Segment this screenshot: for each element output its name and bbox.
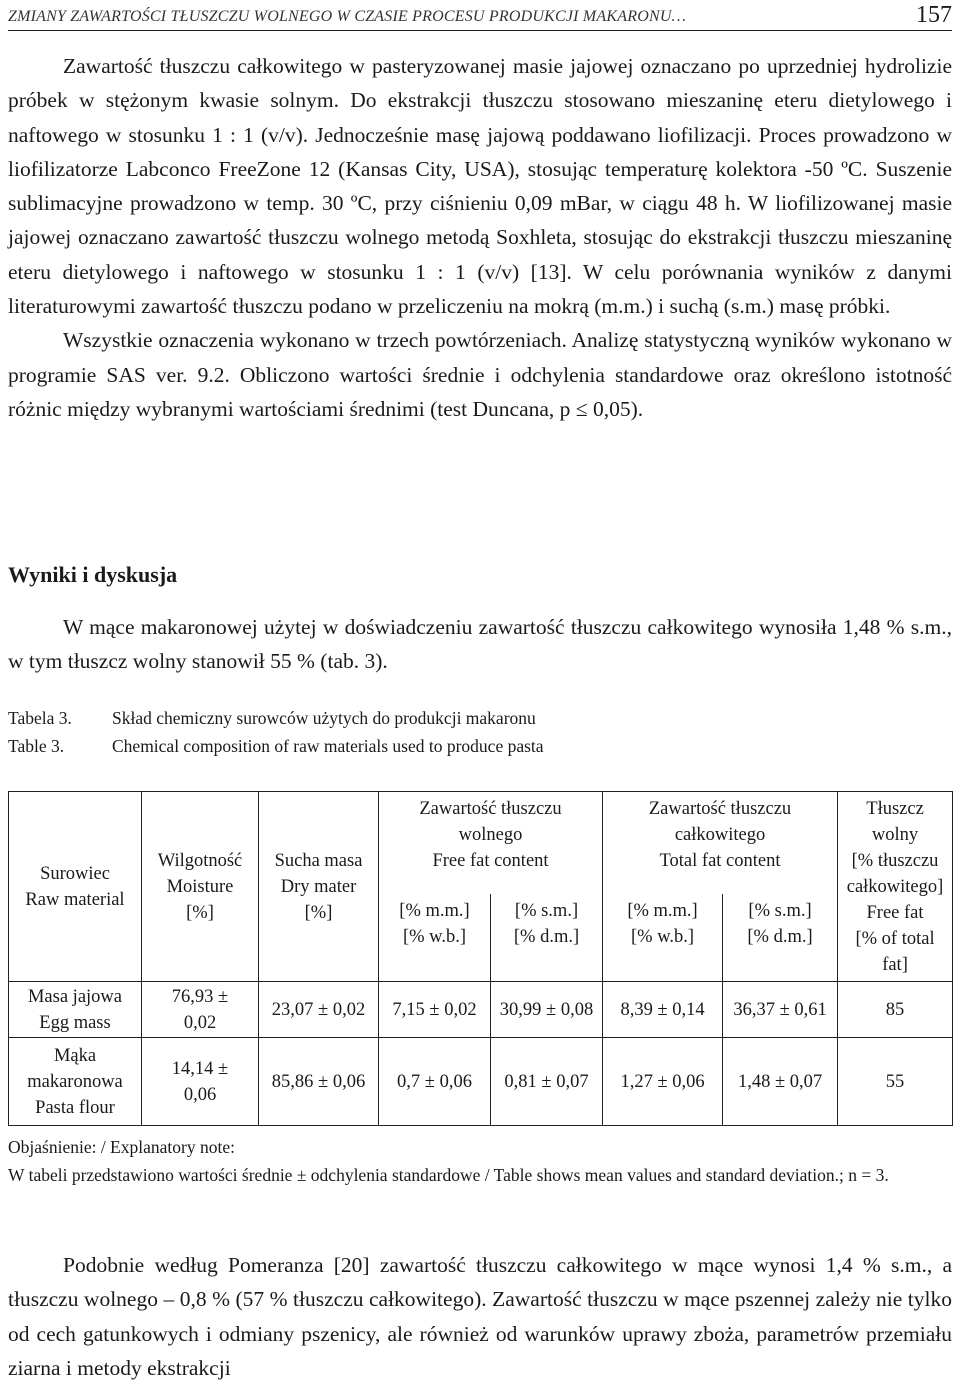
cell-free-wb: 0,7 ± 0,06 — [379, 1038, 491, 1126]
section-heading: Wyniki i dyskusja — [8, 562, 178, 587]
methods-text — [8, 49, 952, 426]
cell-free-db: 30,99 ± 0,08 — [491, 982, 603, 1038]
table-caption-pl — [8, 704, 536, 732]
cell-dry: 85,86 ± 0,06 — [259, 1038, 379, 1126]
cell-ratio: 55 — [838, 1038, 953, 1126]
header-free-db: [% s.m.] [% d.m.] — [491, 894, 603, 982]
header-free-fat: Zawartość tłuszczu wolnego Free fat content — [379, 792, 603, 894]
header-moisture: Wilgotność Moisture [%] — [142, 792, 259, 982]
header-free-wb: [% m.m.] [% w.b.] — [379, 894, 491, 982]
cell-dry: 23,07 ± 0,02 — [259, 982, 379, 1038]
cell-name: Masa jajowa Egg mass — [9, 982, 142, 1038]
results-paragraph: W mące makaronowej użytej w doświadczeniu zawartość tłuszczu całkowitego wynosiła 1,48 % s.m., w tym tłuszcz wolny stanowił 55 % (tab. 3). — [8, 615, 952, 674]
cell-moisture: 14,14 ± 0,06 — [142, 1038, 259, 1126]
running-head: ZMIANY ZAWARTOŚCI TŁUSZCZU WOLNEGO W CZASIE PROCESU PRODUKCJI MAKARONU… — [8, 8, 686, 25]
cell-ratio: 85 — [838, 982, 953, 1038]
table-row — [9, 982, 953, 1038]
caption-text-pl: Skład chemiczny surowców użytych do produkcji makaronu — [112, 708, 536, 728]
discussion-paragraph: Podobnie według Pomeranza [20] zawartość tłuszczu całkowitego w mące wynosi 1,4 % s.m., a tłuszczu wolnego – 0,8 % (57 % tłuszczu całkowitego). Zawartość tłuszczu w mące pszennej zależy nie tylko od cech gatunkowych i odmiany pszenicy, ale również od warunków uprawy zboża, parametrów przemiału ziarna i metody ekstrakcji — [8, 1253, 952, 1380]
page-header — [8, 4, 952, 31]
table-caption-en — [8, 732, 544, 760]
note-text: W tabeli przedstawiono wartości średnie ± odchylenia standardowe / Table shows mean values and standard deviation.; n = 3. — [8, 1165, 889, 1185]
composition-table — [8, 791, 953, 1126]
header-free-fat-ratio: Tłuszcz wolny [% tłuszczu całkowitego] Free fat [% of total fat] — [838, 792, 953, 982]
cell-moisture: 76,93 ± 0,02 — [142, 982, 259, 1038]
results-text — [8, 610, 952, 679]
cell-free-db: 0,81 ± 0,07 — [491, 1038, 603, 1126]
header-raw-material: Surowiec Raw material — [9, 792, 142, 982]
caption-text-en: Chemical composition of raw materials used to produce pasta — [112, 736, 544, 756]
methods-paragraph: Zawartość tłuszczu całkowitego w pasteryzowanej masie jajowej oznaczano po uprzedniej hydrolizie próbek w stężonym kwasie solnym. Do ekstrakcji tłuszczu stosowano mieszaninę eteru dietylowego i naftowego w stosunku 1 : 1 (v/v). Jednocześnie masę jajową poddawano liofilizacji. Proces prowadzono w liofilizatorze Labconco FreeZone 12 (Kansas City, USA), stosując temperaturę kolektora -50 ºC. Suszenie sublimacyjne prowadzono w temp. 30 ºC, przy ciśnieniu 0,09 mBar, w ciągu 48 h. W liofilizowanej masie jajowej oznaczano zawartość tłuszczu wolnego metodą Soxhleta, stosując do ekstrakcji tłuszczu mieszaninę eteru dietylowego i naftowego w stosunku 1 : 1 (v/v) [13]. W celu porównania wyników z danymi literaturowymi zawartość tłuszczu podano w przeliczeniu na mokrą (m.m.) i suchą (s.m.) masę próbki. — [8, 54, 952, 319]
note-title: Objaśnienie: / Explanatory note: — [8, 1137, 235, 1157]
page-number: 157 — [916, 2, 952, 28]
header-total-wb: [% m.m.] [% w.b.] — [603, 894, 723, 982]
cell-total-db: 36,37 ± 0,61 — [723, 982, 838, 1038]
caption-label-en: Table 3. — [8, 736, 65, 756]
cell-total-wb: 1,27 ± 0,06 — [603, 1038, 723, 1126]
cell-name: Mąka makaronowa Pasta flour — [9, 1038, 142, 1126]
cell-total-wb: 8,39 ± 0,14 — [603, 982, 723, 1038]
header-dry-matter: Sucha masa Dry mater [%] — [259, 792, 379, 982]
header-total-fat: Zawartość tłuszczu całkowitego Total fat content — [603, 792, 838, 894]
table-row — [9, 1038, 953, 1126]
cell-free-wb: 7,15 ± 0,02 — [379, 982, 491, 1038]
cell-total-db: 1,48 ± 0,07 — [723, 1038, 838, 1126]
caption-label-pl: Tabela 3. — [8, 708, 72, 728]
discussion-text — [8, 1248, 952, 1385]
statistics-paragraph: Wszystkie oznaczenia wykonano w trzech powtórzeniach. Analizę statystyczną wyników wykonano w programie SAS ver. 9.2. Obliczono wartości średnie i odchylenia standardowe oraz określono istotność różnic między wybranymi wartościami średnimi (test Duncana, p ≤ 0,05). — [8, 328, 952, 421]
header-total-db: [% s.m.] [% d.m.] — [723, 894, 838, 982]
